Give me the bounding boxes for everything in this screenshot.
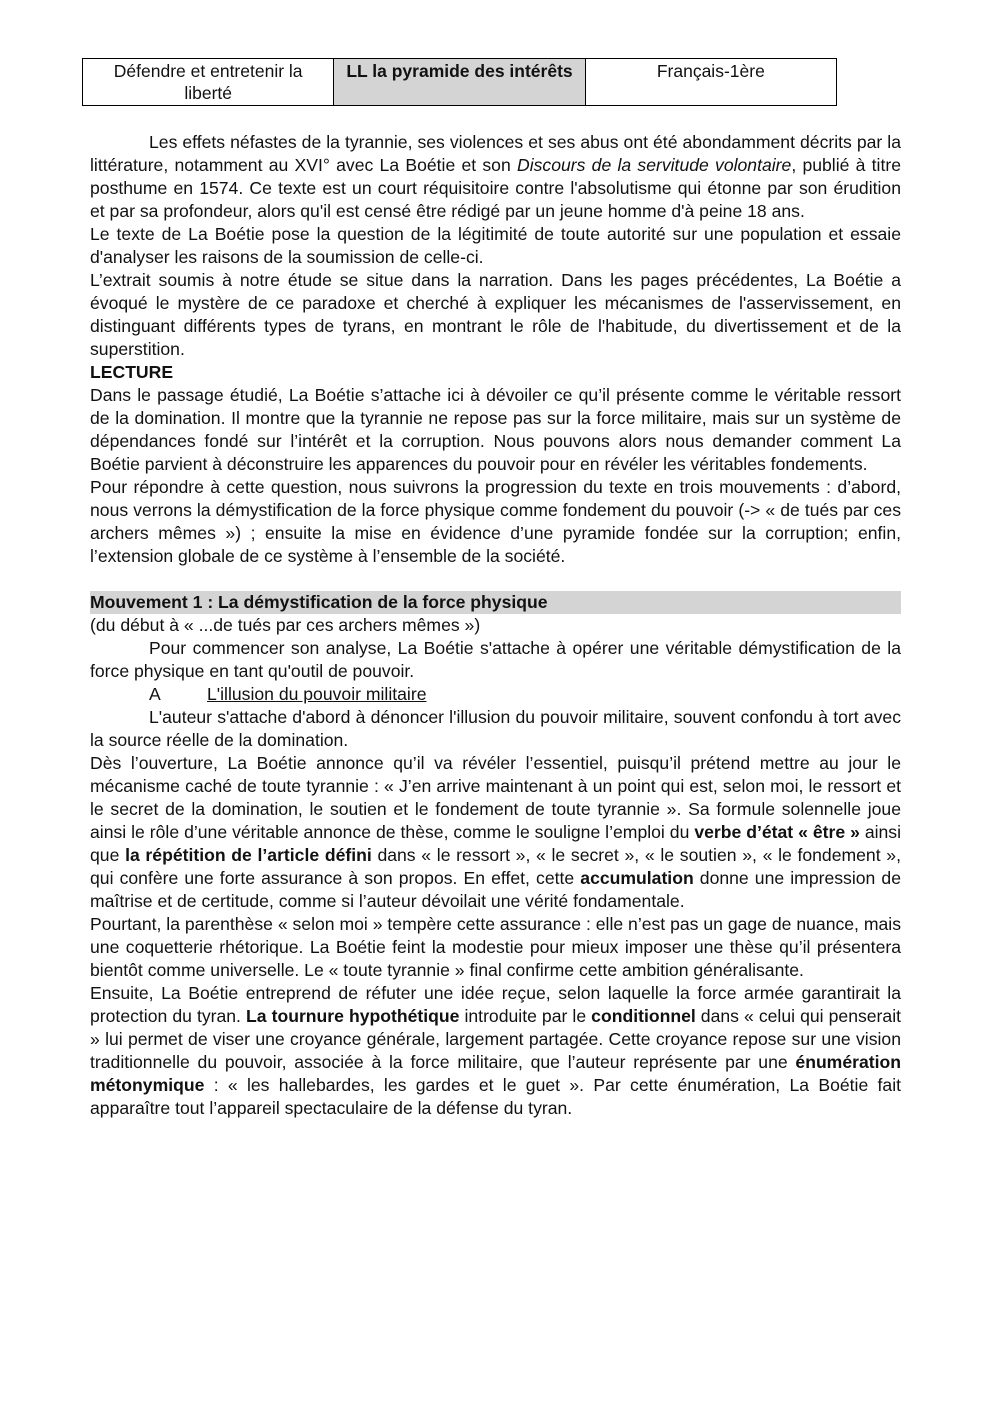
emphasis: la répétition de l’article défini <box>125 845 372 865</box>
body-text: dans « le ressort », « le secret », « le soutien », « le fondement », qui confère une forte assurance à son propos. En effet, cette <box>90 845 901 888</box>
spacer <box>90 568 901 591</box>
header-class: Français-1ère <box>585 59 836 106</box>
body-text: Dès l’ouverture, La Boétie annonce qu’il va révéler l’essentiel, puisqu’il prétend mettre au jour le mécanisme caché de toute tyrannie : « J’en arrive maintenant à un point qui est, selon moi, le ressort et le secret de la domination, le soutien et le fondement de toute tyrannie ». Sa formule solennelle joue ainsi le rôle d’une véritable annonce de thèse, comme le souligne l’emploi du <box>90 753 901 842</box>
section-paragraph-4: Pourtant, la parenthèse « selon moi » tempère cette assurance : elle n’est pas un gage de nuance, mais une coquetterie rhétorique. La Boétie feint la modestie pour mieux imposer une thèse qu’il présentera bientôt comme universelle. Le « toute tyrannie » final confirme cette ambition généralisante. <box>90 914 901 980</box>
emphasis: conditionnel <box>591 1006 696 1026</box>
subsection-letter: A <box>149 684 161 704</box>
intro-paragraph-3: L’extrait soumis à notre étude se situe dans la narration. Dans les pages précédentes, La Boétie a évoqué le mystère de ce paradoxe et cherché à expliquer les mécanismes de l'asservissement, en distinguant différents types de tyrans, en montrant le rôle de l'habitude, du divertissement et de la superstition. <box>90 270 901 359</box>
section-range: (du début à « ...de tués par ces archers mêmes ») <box>90 615 481 635</box>
emphasis: La tournure hypothétique <box>246 1006 460 1026</box>
subsection-title: L'illusion du pouvoir militaire <box>207 684 427 704</box>
document-body <box>90 131 901 1120</box>
emphasis: verbe d’état « être » <box>694 822 860 842</box>
body-text: dans « celui qui penserait » lui permet de viser une croyance générale, largement partagée. Cette croyance repose sur une vision traditionnelle du pouvoir, associée à la force militaire, que l’auteur représente par une <box>90 1006 902 1072</box>
body-text: Ensuite, La Boétie entreprend de réfuter une idée reçue, selon laquelle la force armée garantirait la protection du tyran. <box>90 983 901 1026</box>
subsection-heading <box>90 683 901 706</box>
intro-paragraph-2: Le texte de La Boétie pose la question de la légitimité de toute autorité sur une population et essaie d'analyser les raisons de la soumission de celle-ci. <box>90 224 901 267</box>
intro-text: Les effets néfastes de la tyrannie, ses violences et ses abus ont été abondamment décrits par la littérature, notamment au XVI° avec La Boétie et son <box>90 132 901 175</box>
intro-text: , publié à titre posthume en 1574. Ce texte est un court réquisitoire contre l'absolutisme qui étonne par son érudition et par sa profondeur, alors qu'il est censé être rédigé par un jeune homme d'à peine 18 ans. <box>90 155 901 221</box>
lecture-paragraph-2: Pour répondre à cette question, nous suivrons la progression du texte en trois mouvements : d’abord, nous verrons la démystification de la force physique comme fondement du pouvoir (-> « de tués par ces archers mêmes ») ; ensuite la mise en évidence d’une pyramide fondée sur la corruption; enfin, l’extension globale de ce système à l’ensemble de la société. <box>90 477 901 566</box>
emphasis: accumulation <box>580 868 694 888</box>
header-table <box>82 58 837 106</box>
body-text: ainsi que <box>90 822 901 865</box>
body-text: introduite par le <box>459 1006 592 1026</box>
body-text: : « les hallebardes, les gardes et le guet ». Par cette énumération, La Boétie fait apparaître tout l’appareil spectaculaire de la défense du tyran. <box>90 1075 901 1118</box>
section-paragraph-1: Pour commencer son analyse, La Boétie s'attache à opérer une véritable démystification de la force physique en tant qu'outil de pouvoir. <box>90 638 901 681</box>
body-text: donne une impression de maîtrise et de certitude, comme si l’auteur dévoilait une vérité fondamentale. <box>90 868 901 911</box>
lecture-heading: LECTURE <box>90 362 174 382</box>
header-theme: Défendre et entretenir la liberté <box>83 59 334 106</box>
section-paragraph-2: L'auteur s'attache d'abord à dénoncer l'illusion du pouvoir militaire, souvent confondu à tort avec la source réelle de la domination. <box>90 707 901 750</box>
section-paragraph-5 <box>90 982 901 1120</box>
header-title: LL la pyramide des intérêts <box>334 59 585 106</box>
section-title: Mouvement 1 : La démystification de la force physique <box>90 591 901 614</box>
section-paragraph-3 <box>90 752 901 913</box>
intro-paragraph-1 <box>90 131 901 223</box>
lecture-paragraph-1: Dans le passage étudié, La Boétie s’attache ici à dévoiler ce qu’il présente comme le véritable ressort de la domination. Il montre que la tyrannie ne repose pas sur la force militaire, mais sur un système de dépendances fondé sur l’intérêt et la corruption. Nous pouvons alors nous demander comment La Boétie parvient à déconstruire les apparences du pouvoir pour en révéler les véritables fondements. <box>90 385 901 474</box>
emphasis: énumération métonymique <box>90 1052 901 1095</box>
book-title: Discours de la servitude volontaire <box>517 155 792 175</box>
